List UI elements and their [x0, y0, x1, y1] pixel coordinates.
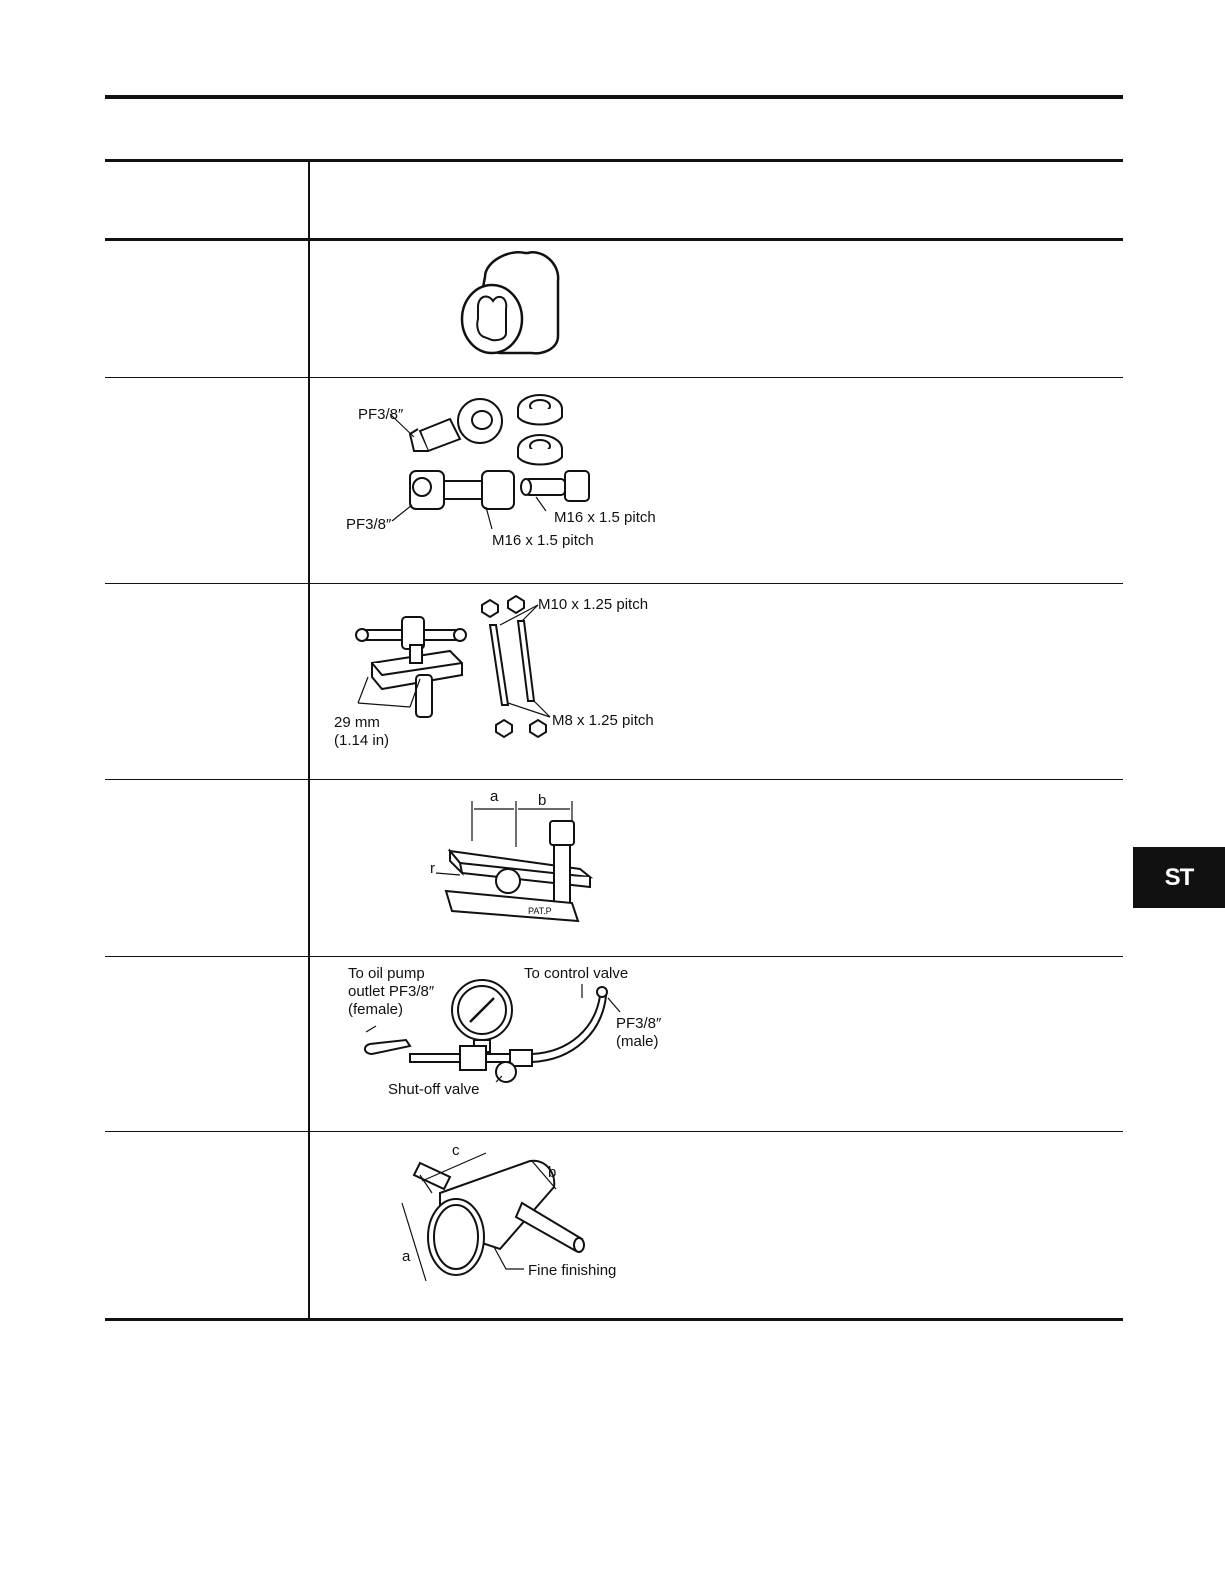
label-patp: PAT.P: [528, 906, 552, 916]
tool-name-cell: [105, 781, 308, 956]
tool-name-cell: [105, 958, 308, 1131]
label-outlet-pf38: outlet PF3/8″: [348, 983, 435, 1000]
label-114in: (1.14 in): [334, 732, 390, 749]
row-divider: [105, 956, 1123, 957]
label-to-oil-pump: To oil pump: [348, 965, 425, 982]
label-a: a: [490, 788, 499, 805]
label-b-drift: b: [548, 1164, 557, 1181]
label-m8: M8 x 1.25 pitch: [552, 712, 654, 729]
label-m16-right: M16 x 1.5 pitch: [554, 509, 656, 526]
row-divider: [105, 377, 1123, 378]
header-description-cell: [310, 165, 1123, 240]
tool-name-cell: [105, 379, 308, 583]
header-tool-cell: [105, 165, 308, 240]
row-divider: [105, 583, 1123, 584]
label-r: r: [430, 860, 435, 877]
label-fine-finishing: Fine finishing: [528, 1262, 617, 1279]
top-rule: [105, 95, 1123, 99]
tool-name-cell: [105, 585, 308, 779]
label-pf38-male: PF3/8″: [616, 1015, 662, 1032]
ball-joint-remover-illustration: [310, 781, 1123, 956]
table-bottom-rule: [105, 1318, 1123, 1321]
label-c: c: [452, 1142, 460, 1159]
drift-tool-illustration: [310, 1133, 1123, 1318]
label-a-drift: a: [402, 1248, 411, 1265]
label-to-control-valve: To control valve: [524, 965, 629, 982]
tool-name-cell: [105, 1133, 308, 1318]
label-b: b: [538, 792, 547, 809]
row-divider: [105, 1131, 1123, 1132]
socket-illustration: [310, 241, 1123, 377]
fitting-adapters-illustration: [310, 379, 1123, 583]
pressure-gauge-illustration: [310, 958, 1123, 1131]
label-pf38-bottom: PF3/8″: [346, 516, 392, 533]
row-divider: [105, 779, 1123, 780]
label-m16-bottom: M16 x 1.5 pitch: [492, 532, 594, 549]
label-female: (female): [348, 1001, 404, 1018]
label-pf38-top: PF3/8″: [358, 406, 404, 423]
label-m10: M10 x 1.25 pitch: [538, 596, 649, 613]
section-tab-st: ST: [1133, 847, 1225, 908]
table-top-rule: [105, 159, 1123, 162]
puller-illustration: [310, 585, 1123, 779]
label-shut-off-valve: Shut-off valve: [388, 1081, 480, 1098]
tool-name-cell: [105, 242, 308, 377]
label-male: (male): [616, 1033, 659, 1050]
label-29mm: 29 mm: [334, 714, 380, 731]
